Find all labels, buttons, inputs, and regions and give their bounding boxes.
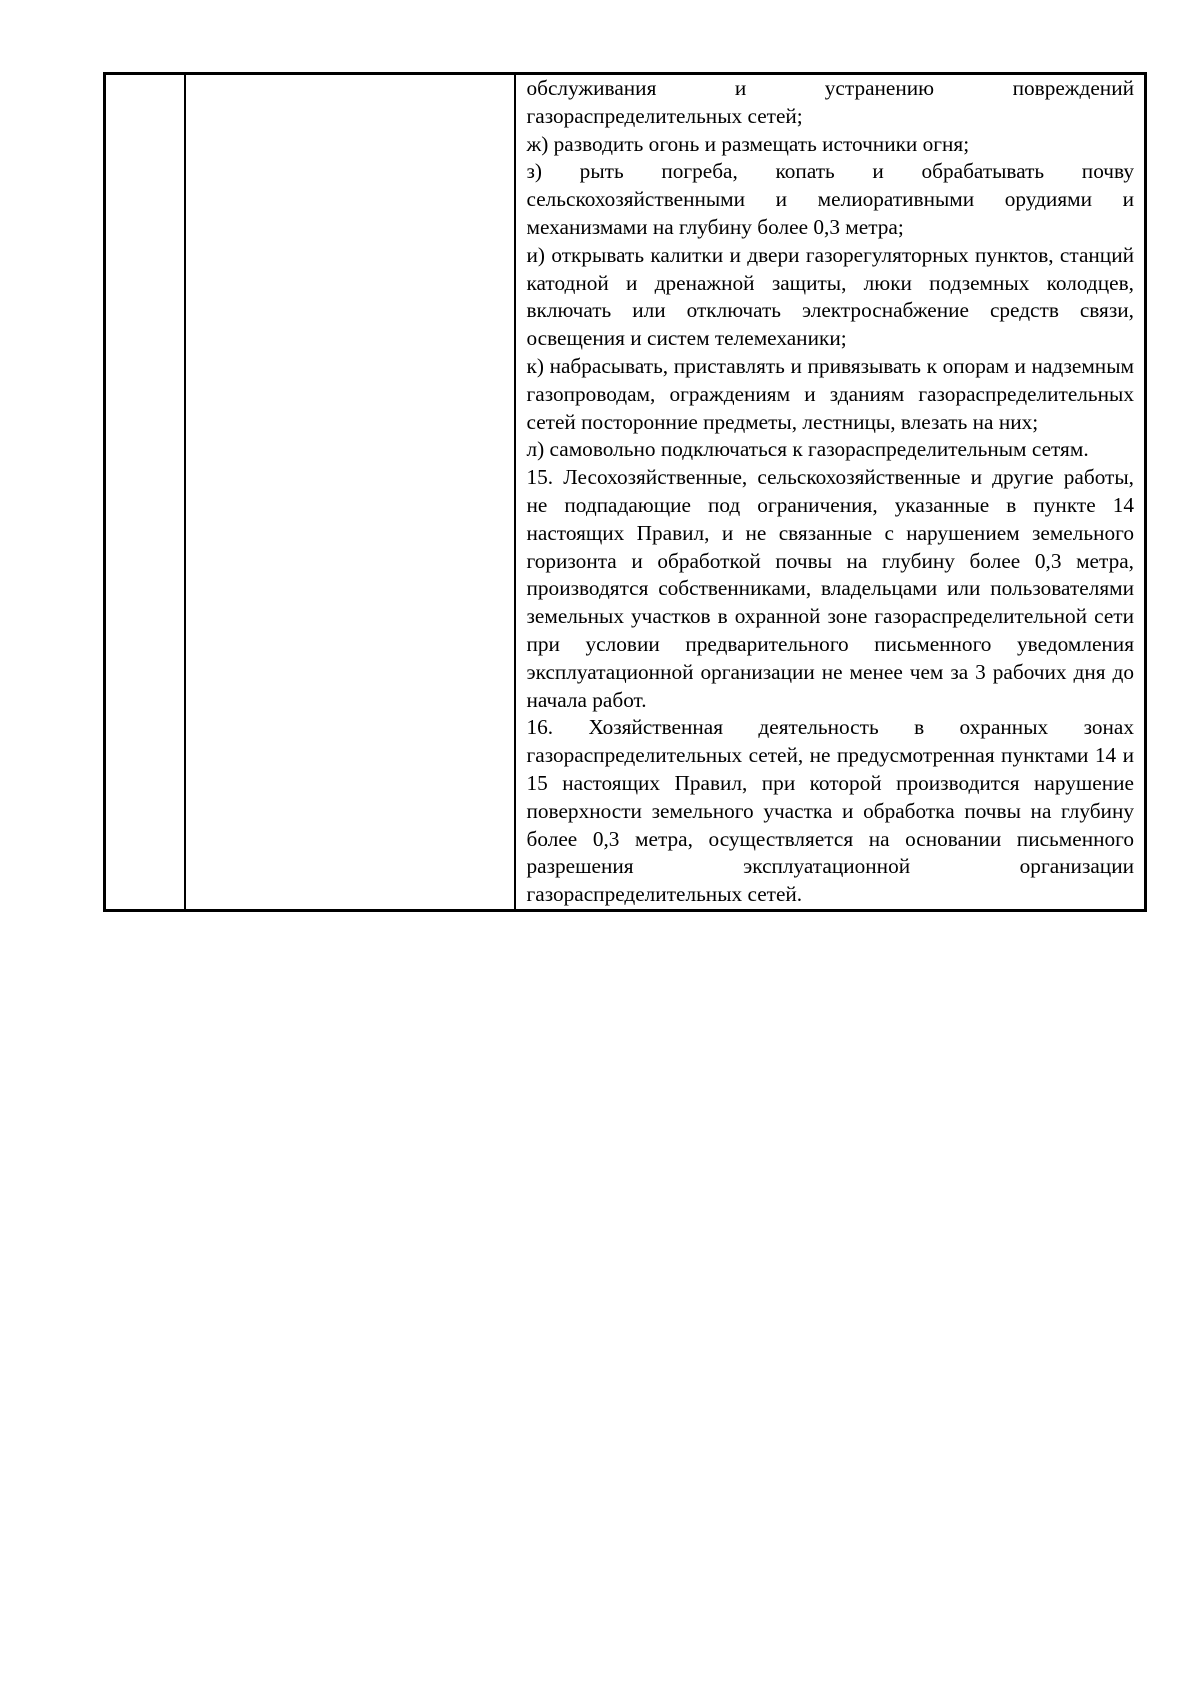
table-cell-number <box>105 74 185 911</box>
paragraph-k: к) набрасывать, приставлять и привязывать к опорам и надземным газопроводам, ограждениям и зданиям газораспределительных сетей посторонние предметы, лестницы, влезать на них; <box>526 353 1134 434</box>
document-table <box>103 72 1147 912</box>
paragraph-l: л) самовольно подключаться к газораспределительным сетям. <box>526 437 1089 462</box>
table-cell-text <box>515 74 1146 911</box>
paragraph-z: з) рыть погреба, копать и обрабатывать почву сельскохозяйственными и мелиоративными орудиями и механизмами на глубину более 0,3 метра; <box>526 159 1134 239</box>
paragraph-15: 15. Лесохозяйственные, сельскохозяйственные и другие работы, не подпадающие под ограничения, указанные в пункте 14 настоящих Правил, и не связанные с нарушением земельного горизонта и обработкой почвы на глубину более 0,3 метра, производятся собственниками, владельцами или пользователями земельных участков в охранной зоне газораспределительной сети при условии предварительного письменного уведомления эксплуатационной организации не менее чем за 3 рабочих дня до начала работ. <box>526 465 1134 712</box>
paragraph-zh: ж) разводить огонь и размещать источники огня; <box>526 131 970 156</box>
paragraph-i: и) открывать калитки и двери газорегуляторных пунктов, станций катодной и дренажной защиты, люки подземных колодцев, включать или отключать электроснабжение средств связи, освещения и систем телемеханики; <box>526 242 1134 351</box>
paragraph-16: 16. Хозяйственная деятельность в охранных зонах газораспределительных сетей, не предусмотренная пунктами 14 и 15 настоящих Правил, при которой производится нарушение поверхности земельного участка и обработка почвы на глубину более 0,3 метра, осуществляется на основании письменного разрешения эксплуатационной организации газораспределительных сетей. <box>526 715 1134 907</box>
table-row <box>105 74 1146 911</box>
paragraph-e-continuation: обслуживания и устранению повреждений газораспределительных сетей; <box>526 76 1134 128</box>
table-cell-subject <box>185 74 515 911</box>
